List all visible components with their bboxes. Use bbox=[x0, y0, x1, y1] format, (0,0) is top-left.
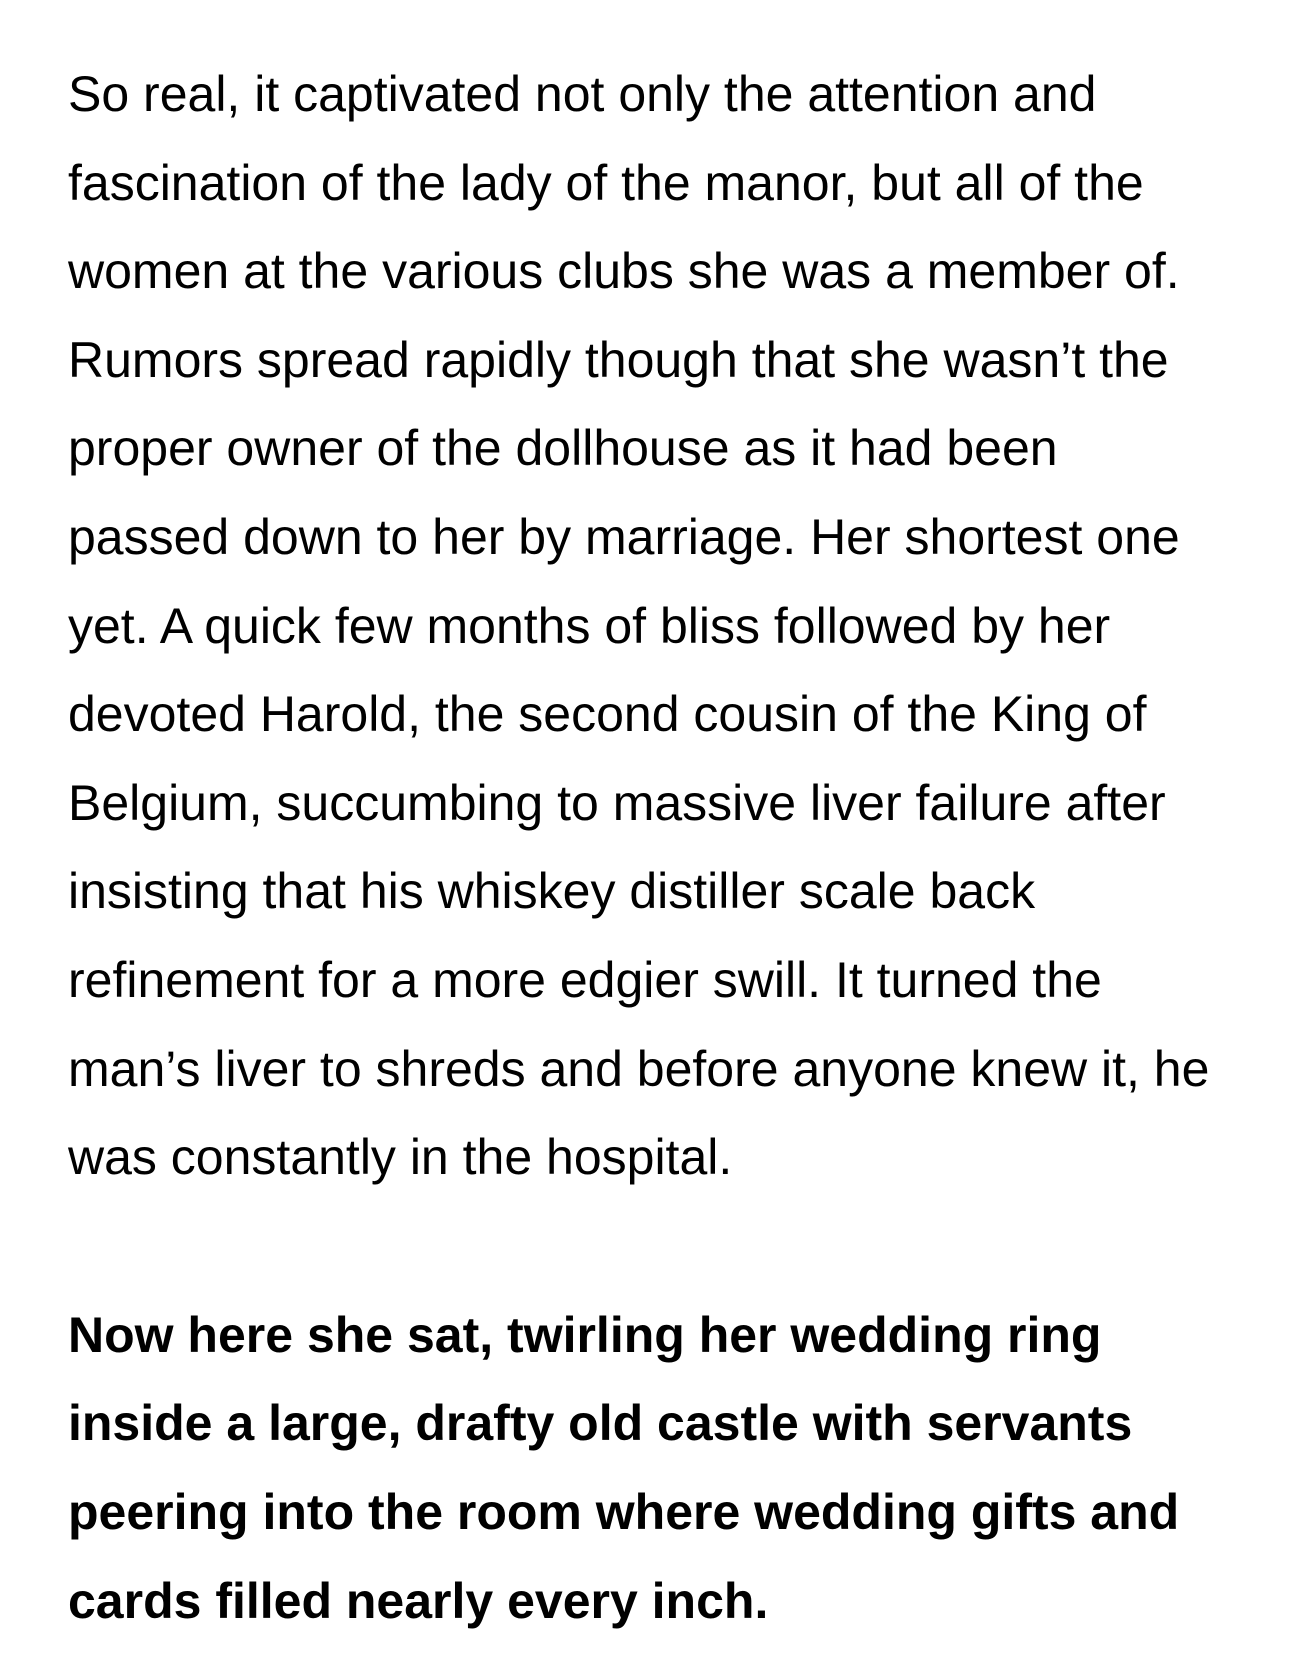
text-line: peering into the room where wedding gifts and bbox=[68, 1483, 1180, 1540]
text-line: was constantly in the hospital. bbox=[68, 1129, 733, 1186]
text-line: inside a large, drafty old castle with servants bbox=[68, 1395, 1133, 1452]
text-line: cards filled nearly every inch. bbox=[68, 1572, 769, 1629]
text-line: proper owner of the dollhouse as it had been bbox=[68, 420, 1058, 477]
text-line: man’s liver to shreds and before anyone knew it, he bbox=[68, 1040, 1210, 1097]
text-line: Rumors spread rapidly though that she wasn’t the bbox=[68, 331, 1169, 388]
text-line: insisting that his whiskey distiller scale back bbox=[68, 863, 1036, 920]
paragraph-bold bbox=[68, 1291, 1268, 1645]
text-line: Now here she sat, twirling her wedding ring bbox=[68, 1306, 1102, 1363]
text-line: Belgium, succumbing to massive liver failure after bbox=[68, 774, 1166, 831]
text-line: refinement for a more edgier swill. It turned the bbox=[68, 951, 1102, 1008]
text-line: yet. A quick few months of bliss followed by her bbox=[68, 597, 1111, 654]
paragraph-regular bbox=[68, 50, 1268, 1202]
text-line: passed down to her by marriage. Her shortest one bbox=[68, 508, 1180, 565]
document-page bbox=[68, 50, 1268, 1645]
text-line: So real, it captivated not only the attention and bbox=[68, 66, 1097, 122]
text-line: fascination of the lady of the manor, but all of the bbox=[68, 154, 1144, 211]
text-line: women at the various clubs she was a member of. bbox=[68, 243, 1180, 300]
text-line: devoted Harold, the second cousin of the King of bbox=[68, 686, 1147, 743]
